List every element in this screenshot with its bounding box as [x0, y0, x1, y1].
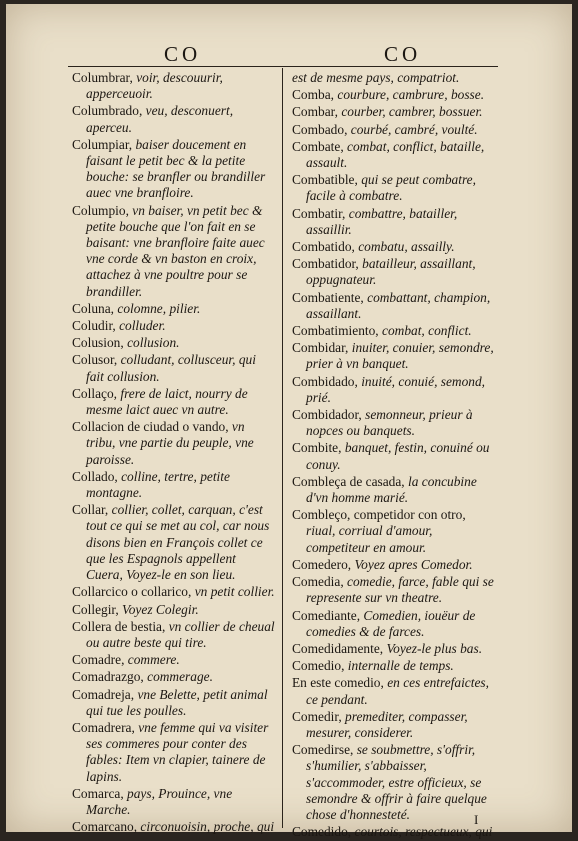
entry-headword: Comadrazgo,	[72, 669, 148, 685]
entry-definition: vne Belette, petit animal qui tue les poulles.	[86, 686, 268, 718]
entry-definition: voir, descouurir, apperceuoir.	[86, 70, 223, 102]
entry-definition: vn baiser, vn petit bec & petite bouche que l'on fait en se baisant: vne branfloire faite auec vne corde & vn baston en croix, attachez à vne poultre pour se brandiller.	[86, 202, 265, 299]
entry-definition: pays, Prouince, vne Marche.	[86, 785, 233, 817]
entry-headword: Columbrado,	[72, 103, 146, 119]
entry-definition: frere de laict, nourry de mesme laict auec vn autre.	[86, 385, 248, 418]
entry-headword: Columpio,	[72, 202, 133, 218]
dictionary-entry	[292, 323, 498, 339]
entry-headword: Comedido,	[292, 824, 355, 840]
entry-headword: Combleça de casada,	[292, 473, 408, 489]
entry-headword: Combite,	[292, 440, 345, 456]
entry-definition: vn petit collier.	[194, 584, 275, 600]
entry-definition: Voyez-le plus bas.	[386, 640, 483, 656]
entry-definition: banquet, festin, conuiné ou conuy.	[306, 440, 490, 472]
entry-headword: Colusion,	[72, 335, 128, 351]
entry-definition: Voyez apres Comedor.	[354, 556, 473, 572]
dictionary-entry	[72, 352, 276, 384]
dictionary-entry	[292, 290, 498, 322]
entry-definition: collusion.	[127, 335, 180, 351]
dictionary-entry	[72, 419, 276, 468]
dictionary-entry	[72, 720, 276, 785]
dictionary-entry	[72, 819, 276, 835]
entry-definition: circonuoisin, proche, qui	[140, 819, 275, 835]
dictionary-entry	[72, 584, 276, 600]
entry-headword: Combatible,	[292, 172, 362, 188]
entry-definition: veu, desconuert, aperceu.	[86, 103, 234, 135]
entry-headword: Combar,	[292, 104, 342, 120]
entry-headword: Comarcano,	[72, 819, 141, 835]
entry-definition: est de mesme pays, compatriot.	[292, 70, 460, 85]
entry-headword: Collar,	[72, 502, 112, 518]
entry-headword: Columbrar,	[72, 70, 137, 85]
dictionary-entry	[292, 239, 498, 255]
entry-definition: collier, collet, carquan, c'est tout ce qui se met au col, car nous disons bien en François collet ce que les Espagnols appellent Cuera, Voyez-le en son lieu.	[86, 502, 270, 583]
dictionary-entry	[72, 652, 276, 668]
entry-headword: Collacion de ciudad o vando,	[72, 419, 232, 435]
left-column	[72, 70, 276, 836]
entry-definition: courber, cambrer, bossuer.	[341, 104, 483, 120]
dictionary-entry	[292, 608, 498, 640]
right-column	[292, 70, 498, 841]
entry-headword: Coludir,	[72, 318, 120, 334]
entry-headword: Comba,	[292, 87, 338, 103]
entry-headword: Combatido,	[292, 239, 359, 255]
dictionary-entry	[292, 256, 498, 288]
dictionary-entry	[72, 602, 276, 618]
dictionary-entry	[292, 340, 498, 372]
dictionary-entry	[72, 318, 276, 334]
dictionary-entry	[292, 474, 498, 506]
entry-headword: Comadre,	[72, 652, 128, 668]
entry-headword: Comedero,	[292, 556, 355, 572]
entry-definition: vn tribu, vne partie du peuple, vne paroisse.	[86, 419, 254, 467]
entry-definition: comedie, farce, fable qui se represente sur vn theatre.	[306, 574, 494, 606]
dictionary-entry	[72, 386, 276, 418]
entry-definition: internalle de temps.	[347, 658, 454, 674]
dictionary-entry	[292, 557, 498, 573]
entry-definition: semonneur, prieur à nopces ou banquets.	[306, 407, 473, 439]
entry-headword: Combatimiento,	[292, 323, 383, 339]
entry-headword: Colusor,	[72, 352, 121, 368]
entry-definition: Voyez Colegir.	[122, 601, 199, 617]
entry-headword: Comedir,	[292, 708, 346, 724]
signature-mark: I	[474, 812, 479, 827]
dictionary-entry	[292, 172, 498, 204]
dictionary-entry	[72, 103, 276, 135]
running-head-right: CO	[384, 42, 422, 66]
entry-definition: colline, tertre, petite montagne.	[86, 468, 230, 501]
entry-definition: vn collier de cheual ou autre beste qui tire.	[86, 618, 275, 650]
entry-headword: Comedio,	[292, 658, 348, 674]
entry-definition: courtois, respectueux, qui	[354, 824, 493, 840]
dictionary-entry	[292, 824, 498, 840]
dictionary-entry	[72, 687, 276, 719]
entry-definition: se soubmettre, s'offrir, s'humilier, s'abbaisser, s'accommoder, estre officieux, se semondre & offrir à faire quelque chose d'honnesteté.	[306, 742, 487, 822]
entry-definition: premediter, compasser, mesurer, considerer.	[306, 708, 468, 740]
dictionary-page	[6, 4, 572, 840]
entry-headword: Comadreja,	[72, 686, 138, 702]
entry-definition: la concubine d'vn homme marié.	[306, 473, 477, 506]
dictionary-entry	[72, 619, 276, 651]
entry-headword: Combidar,	[292, 340, 352, 356]
entry-headword: Combleço, competidor con otro,	[292, 507, 466, 523]
entry-headword: Comediante,	[292, 607, 364, 623]
entry-definition: qui se peut combatre, facile à combatre.	[306, 172, 476, 204]
entry-headword: Combado,	[292, 121, 351, 137]
entry-definition: riual, corriual d'amour, competiteur en amour.	[306, 523, 433, 555]
entry-definition: combatu, assailly.	[358, 239, 455, 255]
dictionary-entry	[292, 407, 498, 439]
dictionary-entry	[292, 374, 498, 406]
column-divider	[282, 68, 283, 828]
entry-headword: Collera de bestia,	[72, 618, 169, 634]
dictionary-entry	[72, 203, 276, 300]
entry-definition: batailleur, assaillant, oppugnateur.	[306, 256, 476, 288]
dictionary-entry	[292, 104, 498, 120]
dictionary-entry	[292, 641, 498, 657]
dictionary-entry	[72, 786, 276, 818]
entry-definition: colomne, pilier.	[117, 300, 201, 316]
entry-headword: Comedia,	[292, 574, 348, 590]
entry-headword: Combidador,	[292, 407, 366, 423]
dictionary-entry	[292, 675, 498, 707]
entry-definition: combat, conflict, bataille, assault.	[306, 138, 485, 171]
header-rule	[68, 66, 498, 67]
dictionary-entry	[292, 507, 498, 556]
dictionary-entry	[292, 70, 498, 86]
entry-definition: en ces entrefaictes, ce pendant.	[306, 675, 489, 707]
entry-headword: En este comedio,	[292, 675, 388, 691]
dictionary-entry	[72, 335, 276, 351]
dictionary-entry	[72, 137, 276, 202]
dictionary-entry	[72, 301, 276, 317]
dictionary-entry	[292, 122, 498, 138]
entry-definition: vne femme qui va visiter ses commeres pour conter des fables: Item vn clapier, tainere de lapins.	[86, 719, 269, 784]
dictionary-entry	[72, 70, 276, 102]
entry-definition: combat, conflict.	[382, 323, 472, 339]
dictionary-entry	[292, 574, 498, 606]
entry-headword: Combatiente,	[292, 289, 368, 305]
entry-definition: inuité, conuié, semond, prié.	[306, 373, 486, 405]
entry-definition: inuiter, conuier, semondre, prier à vn banquet.	[306, 340, 494, 372]
dictionary-entry	[292, 139, 498, 171]
dictionary-entry	[72, 469, 276, 501]
entry-headword: Combatidor,	[292, 256, 363, 272]
entry-headword: Collegir,	[72, 601, 123, 617]
entry-definition: commerage.	[147, 669, 213, 685]
entry-definition: colluder.	[119, 318, 166, 334]
entry-definition: courbé, cambré, voulté.	[350, 121, 478, 137]
entry-headword: Comarca,	[72, 785, 128, 801]
dictionary-entry	[292, 206, 498, 238]
dictionary-entry	[292, 742, 498, 823]
entry-definition: commere.	[127, 652, 180, 668]
dictionary-entry	[72, 669, 276, 685]
entry-headword: Coluna,	[72, 300, 118, 316]
dictionary-entry	[292, 658, 498, 674]
entry-headword: Collaço,	[72, 385, 121, 401]
entry-headword: Collarcico o collarico,	[72, 584, 195, 600]
entry-headword: Combidado,	[292, 373, 362, 389]
entry-definition: courbure, cambrure, bosse.	[337, 87, 485, 103]
entry-definition: colludant, collusceur, qui fait collusion.	[86, 352, 256, 384]
entry-headword: Comadrera,	[72, 719, 139, 735]
running-head-left: CO	[164, 42, 202, 66]
entry-definition: Comedien, iouëur de comedies & de farces.	[306, 607, 476, 639]
entry-headword: Combate,	[292, 138, 348, 154]
entry-headword: Columpiar,	[72, 136, 136, 152]
dictionary-entry	[292, 440, 498, 472]
entry-headword: Comedirse,	[292, 742, 357, 758]
entry-definition: combattant, champion, assaillant.	[306, 289, 491, 321]
entry-headword: Comedidamente,	[292, 640, 387, 656]
dictionary-entry	[292, 87, 498, 103]
entry-headword: Collado,	[72, 468, 122, 484]
entry-definition: combattre, batailler, assaillir.	[306, 205, 458, 237]
dictionary-entry	[292, 709, 498, 741]
entry-definition: baiser doucement en faisant le petit bec & la petite bouche: se branfler ou brandiller auec vne branfloire.	[86, 136, 266, 201]
entry-headword: Combatir,	[292, 205, 349, 221]
dictionary-entry	[72, 502, 276, 583]
